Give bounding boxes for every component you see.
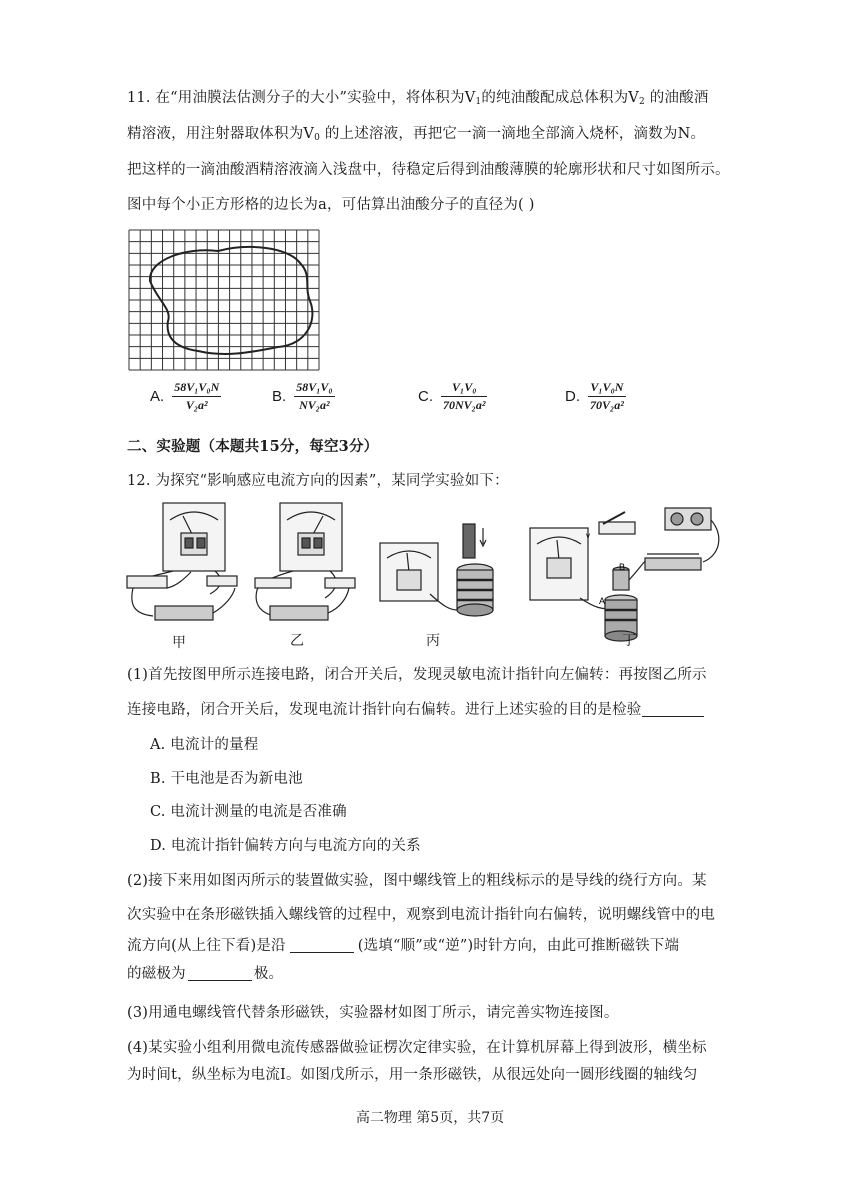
q11-line2: 精溶液，用注射器取体积为$V_0$ 的上述溶液，再把它一滴一滴地全部滴入烧杯，滴数为N。 — [127, 126, 706, 143]
option-c-fraction: $\frac{\text{V₁V₀}}{\text{70NV₂a²}}$ — [443, 380, 486, 412]
option-b-fraction: $\frac{\text{58V₁V₀}}{\text{NV₂a²}}$ — [296, 380, 333, 412]
answer-blank-2[interactable] — [290, 938, 354, 953]
choice-b[interactable]: B. 干电池是否为新电池 — [150, 771, 303, 787]
fig-small-v: v — [586, 531, 590, 540]
rheostat-ding — [645, 554, 701, 570]
q12-part2-line1: (2)接下来用如图丙所示的装置做实验，图中螺线管上的粗线标示的是导线的绕行方向。某 — [127, 873, 707, 889]
option-d-fraction: $\frac{\text{V₁V₀N}}{\text{70V₂a²}}$ — [590, 380, 624, 412]
fig-label-yi: 乙 — [290, 633, 304, 649]
option-d-label: D. — [565, 388, 580, 405]
option-a-fraction: $\frac{\text{58V₁V₀N}}{\text{V₂a²}}$ — [174, 380, 220, 412]
q12-part1-line2: 连接电路，闭合开关后，发现电流计指针向右偏转。进行上述实验的目的是检验 — [127, 698, 704, 719]
q12-part2-line2: 次实验中在条形磁铁插入螺线管的过程中，观察到电流计指针向右偏转，说明螺线管中的电 — [127, 907, 715, 923]
galvanometer-bing — [380, 543, 438, 601]
option-b[interactable] — [272, 380, 335, 413]
battery-ding — [665, 508, 711, 530]
fig-label-bing: 丙 — [426, 633, 440, 649]
galvanometer-yi — [280, 503, 342, 571]
solenoid-bing — [457, 564, 493, 616]
page-footer: 高二物理 第5页，共7页 — [355, 1110, 505, 1126]
option-c-label: C. — [418, 388, 433, 405]
q12-part2-line3: 流方向(从上往下看)是沿 (选填“顺”或“逆”)时针方向，由此可推断磁铁下端 — [127, 938, 680, 954]
choice-c[interactable]: C. 电流计测量的电流是否准确 — [150, 804, 347, 820]
q12-part2-line4: 的磁极为 极。 — [127, 966, 284, 982]
q11-line3: 把这样的一滴油酸酒精溶液滴入浅盘中，待稳定后得到油酸薄膜的轮廓形状和尺寸如图所示。 — [127, 162, 730, 178]
option-a[interactable] — [150, 380, 221, 413]
option-c[interactable] — [418, 380, 487, 413]
fig-label-ding: 丁 — [622, 633, 636, 649]
galvanometer-ding — [530, 528, 588, 600]
fig-label-B: B — [619, 562, 626, 572]
switch-ding — [599, 512, 635, 534]
oil-film-grid-figure — [128, 229, 320, 371]
q12-part4-line2: 为时间t，纵坐标为电流I。如图戊所示，用一条形磁铁，从很远处向一圆形线圈的轴线匀 — [127, 1067, 698, 1083]
section-title: 二、实验题（本题共15分，每空3分） — [127, 438, 379, 455]
option-d[interactable] — [565, 380, 626, 413]
galvanometer-jia — [163, 503, 225, 571]
q12-part4-line1: (4)某实验小组利用微电流传感器做验证楞次定律实验，在计算机屏幕上得到波形，横坐标 — [127, 1040, 707, 1056]
option-b-label: B. — [272, 388, 287, 405]
q11-line1: 11. 在“用油膜法估测分子的大小”实验中，将体积为$V_1$的纯油酸配成总体积为$V_2$ 的油酸酒 — [127, 90, 709, 107]
q12-part3: (3)用通电螺线管代替条形磁铁，实验器材如图丁所示，请完善实物连接图。 — [127, 1005, 619, 1021]
choice-a[interactable]: A. 电流计的量程 — [150, 737, 259, 753]
fig-label-A: A — [599, 596, 606, 606]
q11-line4: 图中每个小正方形格的边长为a，可估算出油酸分子的直径为( ) — [127, 197, 535, 213]
answer-blank-3[interactable] — [188, 966, 252, 981]
fig-label-jia: 甲 — [172, 635, 186, 651]
choice-d[interactable]: D. 电流计指针偏转方向与电流方向的关系 — [150, 838, 421, 854]
q12-part1-line1: (1)首先按图甲所示连接电路，闭合开关后，发现灵敏电流计指针向左偏转：再按图乙所示 — [127, 667, 707, 683]
option-a-label: A. — [150, 388, 165, 405]
q12-intro: 12. 为探究“影响感应电流方向的因素”，某同学实验如下： — [127, 473, 509, 489]
answer-blank-1[interactable] — [642, 702, 704, 717]
bar-magnet-bing — [463, 524, 475, 558]
